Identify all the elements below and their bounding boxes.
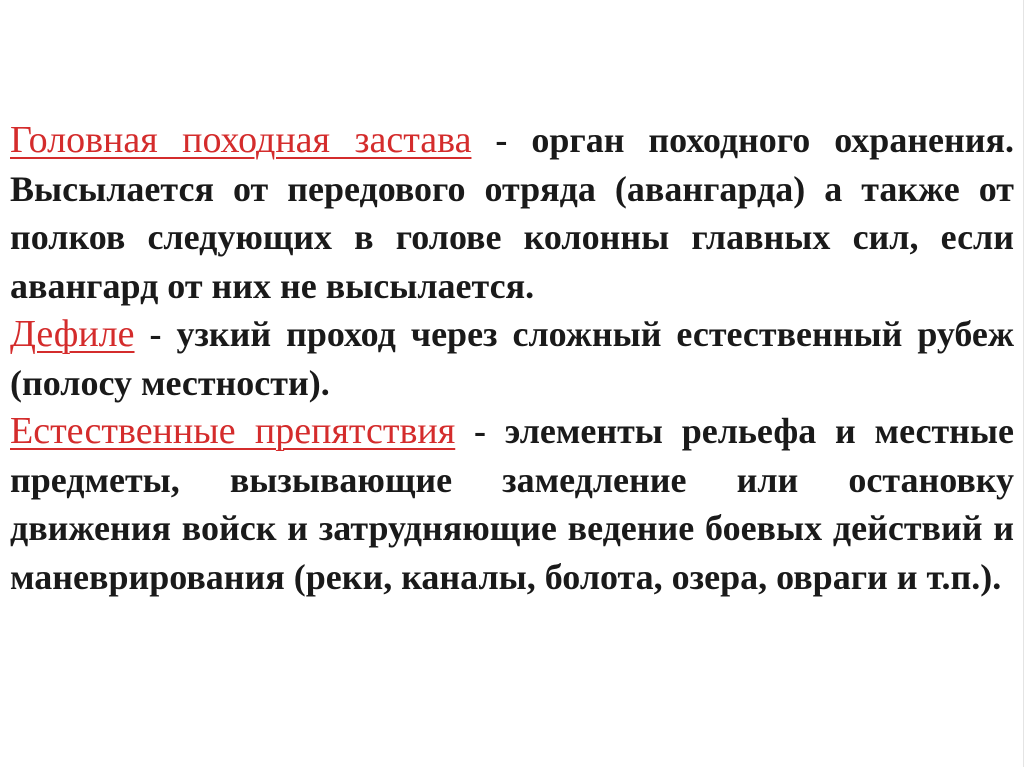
definition-defile xyxy=(10,310,1014,407)
definition-golovnaya-zastava xyxy=(10,116,1014,310)
slide-content xyxy=(10,116,1014,601)
definition-text-golovnaya-zastava: - орган походного охранения. Высылается от передового отряда (авангарда) а также от полков следующих в голове колонны главных сил, если авангард от них не высылается. xyxy=(10,120,1014,306)
definition-text-estestvennye-prepyatstviya: - элементы рельефа и местные предметы, вызывающие замедление или остановку движения войск и затрудняющие ведение боевых действий и маневрирования (реки, каналы, болота, озера, овраги и т.п.). xyxy=(10,411,1014,597)
term-estestvennye-prepyatstviya: Естественные препятствия xyxy=(10,410,456,452)
term-defile: Дефиле xyxy=(10,313,135,355)
definition-estestvennye-prepyatstviya xyxy=(10,407,1014,601)
definition-text-defile: - узкий проход через сложный естественный рубеж (полосу местности). xyxy=(10,314,1014,403)
term-golovnaya-zastava: Головная походная застава xyxy=(10,119,472,161)
